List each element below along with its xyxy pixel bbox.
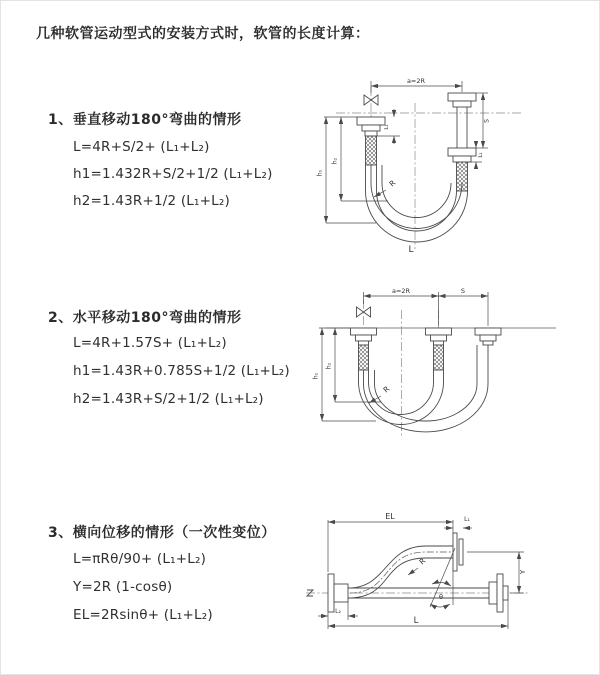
dim-label-y: Y	[519, 569, 527, 575]
section1-formula-h2: h2=1.43R+1/2 (L₁+L₂)	[73, 193, 230, 209]
diagram-lateral-offset	[304, 508, 534, 648]
braided-hose-section	[359, 345, 369, 370]
diagram-vertical-travel	[316, 73, 556, 258]
braided-hose-section	[434, 345, 444, 370]
section3-formula-L: L=πRθ/90+ (L₁+L₂)	[73, 551, 207, 567]
dim-label-h2: h₂	[331, 157, 339, 165]
dimension-a2r	[371, 77, 462, 93]
dim-label-l1-right: L₁	[478, 152, 484, 158]
section2-formula-h1: h1=1.43R+0.785S+1/2 (L₁+L₂)	[73, 363, 290, 379]
braided-hose-section	[366, 136, 377, 165]
section2-heading: 2、水平移动180°弯曲的情形	[48, 310, 242, 326]
dim-label-h1: h₁	[316, 169, 324, 177]
section1-heading: 1、垂直移动180°弯曲的情形	[48, 112, 242, 128]
dim-label-el: EL	[385, 512, 395, 521]
dimension-l1-left	[377, 109, 400, 144]
centerlines	[336, 87, 521, 249]
left-flange-assembly	[357, 117, 385, 165]
dim-label-l: L	[413, 616, 419, 626]
dim-label-h2: h₂	[325, 362, 333, 370]
middle-flange-assembly	[426, 328, 452, 370]
radius-leader	[374, 178, 397, 197]
hose-u-bend	[366, 165, 468, 242]
dim-label-l2: L₂	[335, 608, 341, 615]
dimension-a2r	[364, 287, 489, 326]
section3-formula-Y: Y=2R (1-cosθ)	[73, 579, 173, 595]
dim-label-s: S	[483, 119, 491, 123]
dimension-l2	[318, 602, 358, 620]
section1-formula-h1: h1=1.432R+S/2+1/2 (L₁+L₂)	[73, 166, 273, 182]
page-title: 几种软管运动型式的安装方式时，软管的长度计算：	[36, 26, 370, 42]
dim-label-a2r: a=2R	[406, 77, 426, 85]
left-flange-assembly	[351, 328, 377, 370]
section3-heading: 3、横向位移的情形（一次性变位）	[48, 525, 276, 541]
dimension-l	[328, 600, 508, 629]
dim-label-s: S	[460, 287, 466, 295]
section2-formula-h2: h2=1.43R+S/2+1/2 (L₁+L₂)	[73, 391, 264, 407]
section1-formula-L: L=4R+S/2+ (L₁+L₂)	[73, 139, 210, 155]
dim-label-a2r: a=2R	[391, 287, 411, 295]
radius-leader	[369, 384, 391, 403]
radius-leader	[408, 556, 427, 575]
left-flange-assembly	[328, 574, 348, 612]
right-flange-assembly	[448, 93, 476, 191]
dim-label-r: R	[417, 556, 428, 567]
dim-label-l1: L₁	[464, 516, 470, 523]
dim-label-r: R	[387, 178, 398, 189]
section3-formula-EL: EL=2Rsinθ+ (L₁+L₂)	[73, 607, 213, 623]
diagram-horizontal-travel	[311, 284, 571, 444]
section2-formula-L: L=4R+1.57S+ (L₁+L₂)	[73, 335, 227, 351]
dim-label-r: R	[381, 384, 392, 395]
dim-label-h1: h₁	[312, 372, 320, 380]
dim-label-l: L	[408, 245, 414, 255]
dim-label-theta: θ	[439, 593, 443, 601]
hose-u-bends	[359, 345, 489, 432]
right-flange-assembly	[475, 328, 501, 345]
dimension-s	[476, 93, 491, 148]
braided-hose-section	[457, 162, 468, 191]
dim-label-l1-left: L₁	[384, 124, 390, 130]
